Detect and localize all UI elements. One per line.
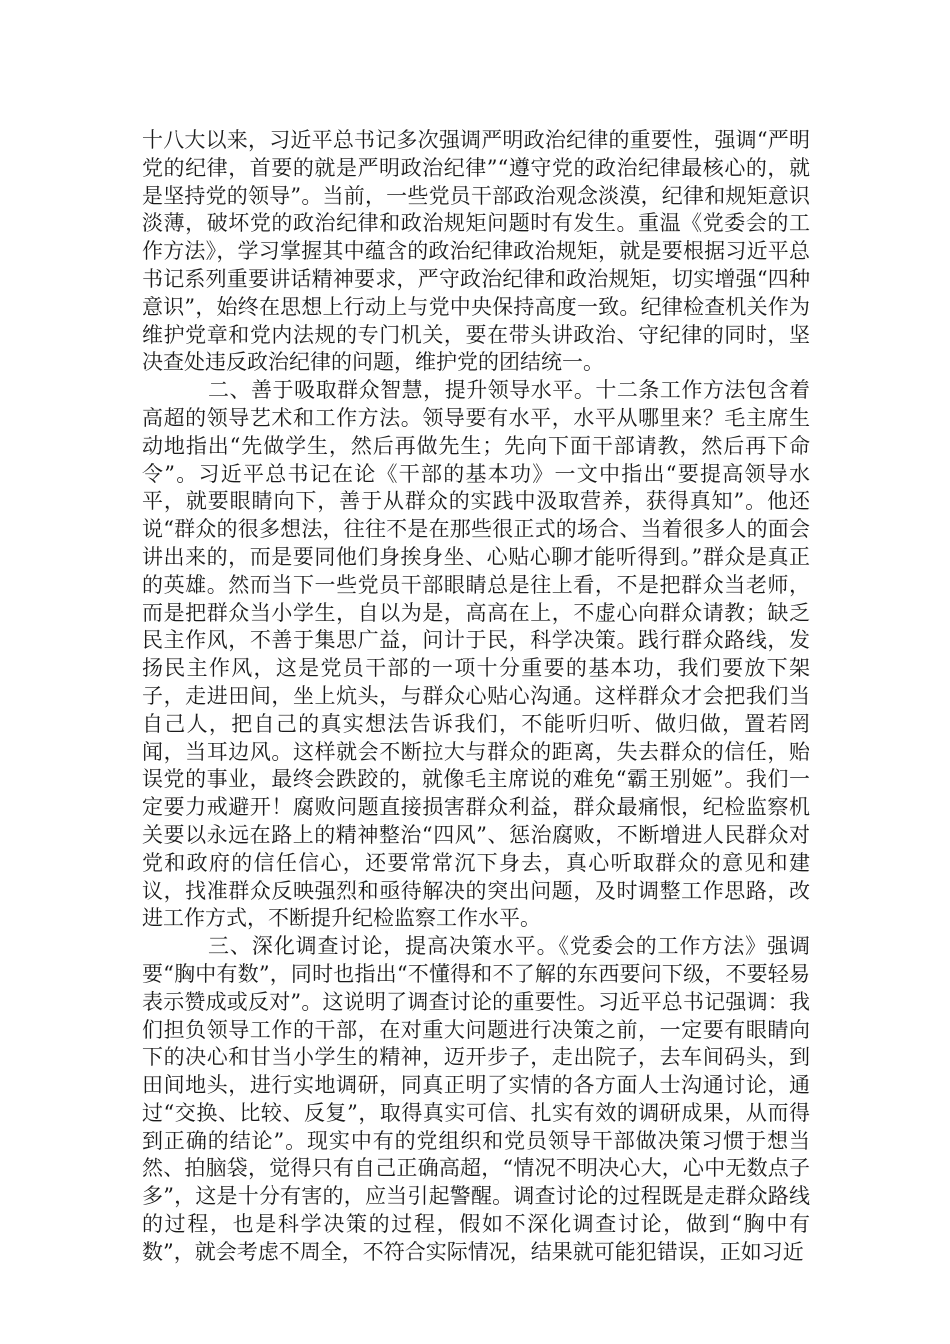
paragraph-mass-wisdom: 二、善于吸取群众智慧，提升领导水平。十二条工作方法包含着高超的领导艺术和工作方法。领导要有水平，水平从哪里来？毛主席生动地指出“先做学生，然后再做先生；先向下面干部请教，然后再下命令”。习近平总书记在论《干部的基本功》一文中指出“要提高领导水平，就要眼睛向下，善于从群众的实践中汲取营养，获得真知”。他还说“群众的很多想法，往往不是在那些很正式的场合、当着很多人的面会讲出来的，而是要同他们身挨身坐、心贴心聊才能听得到。”群众是真正的英雄。然而当下一些党员干部眼睛总是往上看，不是把群众当老师，而是把群众当小学生，自以为是，高高在上，不虚心向群众请教；缺乏民主作风，不善于集思广益，问计于民，科学决策。践行群众路线，发扬民主作风，这是党员干部的一项十分重要的基本功，我们要放下架子，走进田间，坐上炕头，与群众心贴心沟通。这样群众才会把我们当自己人，把自己的真实想法告诉我们，不能听归听、做归做，置若罔闻，当耳边风。这样就会不断拉大与群众的距离，失去群众的信任，贻误党的事业，最终会跌跤的，就像毛主席说的难免“霸王别姬”。我们一定要力戒避开！腐败问题直接损害群众利益，群众最痛恨，纪检监察机关要以永远在路上的精神整治“四风”、惩治腐败，不断增进人民群众对党和政府的信任信心，还要常常沉下身去，真心听取群众的意见和建议，找准群众反映强烈和亟待解决的突出问题，及时调整工作思路，改进工作方式，不断提升纪检监察工作水平。 [142, 378, 810, 931]
paragraph-investigation: 三、深化调查讨论，提高决策水平。《党委会的工作方法》强调要“胸中有数”，同时也指出“不懂得和不了解的东西要问下级，不要轻易表示赞成或反对”。这说明了调查讨论的重要性。习近平总书记强调：我们担负领导工作的干部，在对重大问题进行决策之前，一定要有眼睛向下的决心和甘当小学生的精神，迈开步子，走出院子，去车间码头，到田间地头，进行实地调研，同真正明了实情的各方面人士沟通讨论，通过“交换、比较、反复”，取得真实可信、扎实有效的调研成果，从而得到正确的结论”。现实中有的党组织和党员领导干部做决策习惯于想当然、拍脑袋，觉得只有自己正确高超，“情况不明决心大，心中无数点子多”，这是十分有害的，应当引起警醒。调查讨论的过程既是走群众路线的过程，也是科学决策的过程，假如不深化调查讨论，做到“胸中有数”，就会考虑不周全，不符合实际情况，结果就可能犯错误，正如习近 [142, 934, 810, 1264]
document-body [142, 127, 810, 1267]
paragraph-political-discipline: 十八大以来，习近平总书记多次强调严明政治纪律的重要性，强调“严明党的纪律，首要的就是严明政治纪律”“遵守党的政治纪律最核心的，就是坚持党的领导”。当前，一些党员干部政治观念淡漠，纪律和规矩意识淡薄，破坏党的政治纪律和政治规矩问题时有发生。重温《党委会的工作方法》，学习掌握其中蕴含的政治纪律政治规矩，就是要根据习近平总书记系列重要讲话精神要求，严守政治纪律和政治规矩，切实增强“四种意识”，始终在思想上行动上与党中央保持高度一致。纪律检查机关作为维护党章和党内法规的专门机关，要在带头讲政治、守纪律的同时，坚决查处违反政治纪律的问题，维护党的团结统一。 [142, 128, 810, 375]
